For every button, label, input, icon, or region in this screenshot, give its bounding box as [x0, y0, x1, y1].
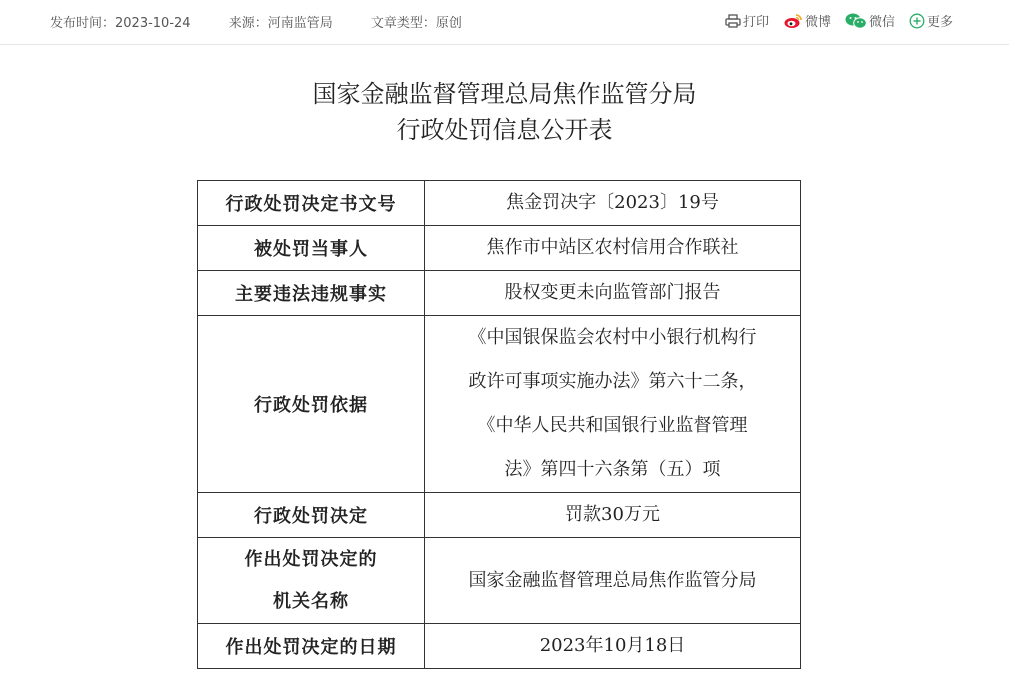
wechat-share-button[interactable] — [845, 11, 895, 30]
row-key: 作出处罚决定的日期 — [198, 624, 425, 669]
article-meta — [50, 12, 496, 31]
row-key: 主要违法违规事实 — [198, 271, 425, 316]
table-row — [198, 538, 801, 624]
table-row — [198, 226, 801, 271]
plus-circle-icon — [909, 13, 925, 29]
table-row — [198, 493, 801, 538]
title-line-2: 行政处罚信息公开表 — [396, 116, 613, 144]
value-line: 法》第四十六条第（五）项 — [504, 459, 721, 480]
value-line: 政许可事项实施办法》第六十二条， — [468, 371, 757, 392]
article-meta-bar — [0, 0, 1009, 45]
weibo-icon — [783, 13, 803, 29]
penalty-info-table — [197, 180, 801, 669]
table-row — [198, 271, 801, 316]
value-line: 《中华人民共和国银行业监督管理 — [477, 415, 748, 436]
row-value: 股权变更未向监管部门报告 — [425, 271, 801, 316]
row-key: 行政处罚依据 — [198, 316, 425, 493]
row-key: 行政处罚决定书文号 — [198, 181, 425, 226]
key-line: 机关名称 — [273, 590, 349, 612]
more-share-button[interactable] — [909, 11, 953, 30]
row-key-multiline — [198, 538, 425, 624]
print-label: 打印 — [742, 15, 769, 30]
key-line: 作出处罚决定的 — [244, 548, 378, 570]
table-row — [198, 316, 801, 493]
row-value: 焦金罚决字〔2023〕19号 — [425, 181, 801, 226]
more-label: 更多 — [926, 15, 953, 30]
article-source: 来源：河南监管局 — [228, 16, 333, 31]
row-value-multiline — [425, 316, 801, 493]
table-row — [198, 624, 801, 669]
publish-date: 发布时间：2023-10-24 — [50, 16, 191, 31]
row-value: 2023年10月18日 — [425, 624, 801, 669]
table-row — [198, 181, 801, 226]
share-toolbar — [711, 11, 953, 30]
row-key: 被处罚当事人 — [198, 226, 425, 271]
title-line-1: 国家金融监督管理总局焦作监管分局 — [312, 80, 697, 108]
article-type: 文章类型：原创 — [370, 16, 462, 31]
wechat-label: 微信 — [868, 15, 895, 30]
weibo-label: 微博 — [804, 15, 831, 30]
row-value: 罚款30万元 — [425, 493, 801, 538]
document-title — [0, 76, 1009, 148]
row-value: 焦作市中站区农村信用合作联社 — [425, 226, 801, 271]
wechat-icon — [845, 13, 867, 29]
print-button[interactable] — [725, 11, 769, 30]
row-key: 行政处罚决定 — [198, 493, 425, 538]
row-value: 国家金融监督管理总局焦作监管分局 — [425, 538, 801, 624]
value-line: 《中国银保监会农村中小银行机构行 — [468, 327, 757, 348]
print-icon — [725, 14, 741, 28]
weibo-share-button[interactable] — [783, 11, 831, 30]
